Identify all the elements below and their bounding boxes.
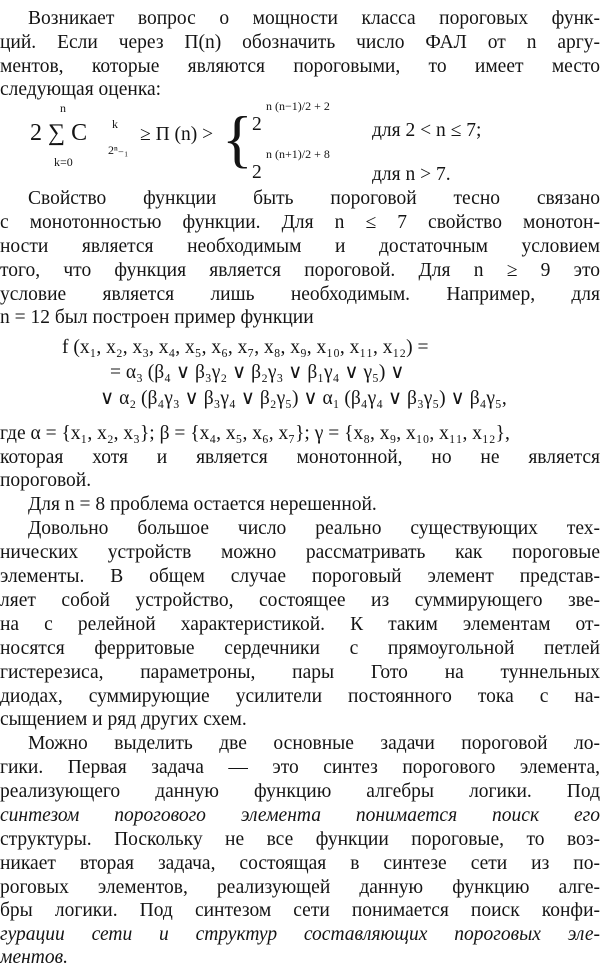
sum-lhs: 2 ∑ C <box>30 120 88 146</box>
paragraph-4: Для n = 8 проблема остается нерешенной. <box>28 494 377 515</box>
paragraph-2-line-2: с монотонностью функции. Для n ≤ 7 свойство монотон- <box>0 212 600 233</box>
formula-line-2: = α₃ (β₄ ∨ β₃γ₂ ∨ β₂γ₃ ∨ β₁γ₄ ∨ γ₅) ∨ <box>110 362 405 383</box>
binomial-superscript: k <box>112 117 118 131</box>
binomial-subscript: 2ⁿ₋₁ <box>108 143 129 157</box>
sum-lower-limit: k=0 <box>54 155 73 169</box>
paragraph-2-line-6: n = 12 был построен пример функции <box>0 307 314 328</box>
formula-line-1: f (x₁, x₂, x₃, x₄, x₅, x₆, x₇, x₈, x₉, x₁₀, x₁₁, x₁₂) = <box>62 337 429 358</box>
case-1-exponent: n (n−1)/2 + 2 <box>266 99 330 113</box>
paragraph-6-line-7: роговых элементов, реализующей данную функцию алге- <box>0 877 600 898</box>
paragraph-1-line-4: следующая оценка: <box>0 79 162 100</box>
paragraph-3-line-1: где α = {x₁, x₂, x₃}; β = {x₄, x₅, x₆, x₇}; γ = {x₈, x₉, x₁₀, x₁₁, x₁₂}, <box>0 423 510 444</box>
estimate-formula <box>0 100 600 190</box>
case-2-base: 2 <box>252 162 262 183</box>
case-2-exponent: n (n+1)/2 + 8 <box>266 147 330 161</box>
paragraph-1-line-1: Возникает вопрос о мощности класса пороговых функ- <box>28 8 600 29</box>
paragraph-6-line-5: структуры. Поскольку не все функции пороговые, то воз- <box>0 829 600 850</box>
paragraph-3-line-2: которая хотя и является монотонной, но не является <box>0 447 600 468</box>
paragraph-6-line-10: ментов. <box>0 947 68 968</box>
formula-line-3: ∨ α₂ (β₄γ₃ ∨ β₃γ₄ ∨ β₂γ₅) ∨ α₁ (β₄γ₄ ∨ β₃γ₅) ∨ β₄γ₅, <box>100 388 507 409</box>
case-2-condition: для n > 7. <box>372 164 451 185</box>
paragraph-6-line-4: синтезом порогового элемента понимается поиск его <box>0 805 600 826</box>
case-1-condition: для 2 < n ≤ 7; <box>372 120 482 141</box>
paragraph-5-line-5: на с релейной характеристикой. К таким элементам от- <box>0 614 600 635</box>
paragraph-2-line-4: того, что функция является пороговой. Для n ≥ 9 это <box>0 260 600 281</box>
paragraph-6-line-1: Можно выделить две основные задачи пороговой ло- <box>28 733 600 754</box>
paragraph-3-line-3: пороговой. <box>0 470 92 491</box>
paragraph-5-line-8: диодах, суммирующие усилители постоянного тока с на- <box>0 686 600 707</box>
paragraph-5-line-9: сыщением и ряд других схем. <box>0 709 247 730</box>
paragraph-6-line-3: реализующего данную функцию алгебры логики. Под <box>0 781 600 802</box>
brace-icon: { <box>222 103 253 174</box>
paragraph-5-line-6: носятся ферритовые сердечники с прямоугольной петлей <box>0 638 600 659</box>
paragraph-2-line-3: ности является необходимым и достаточным условием <box>0 236 600 257</box>
case-1-base: 2 <box>252 114 262 135</box>
paragraph-5-line-2: нических устройств можно рассматривать как пороговые <box>0 542 600 563</box>
paragraph-6-line-6: никает вторая задача, состоящая в синтезе сети из по- <box>0 853 600 874</box>
paragraph-2-line-1: Свойство функции быть пороговой тесно связано <box>28 188 600 209</box>
paragraph-6-line-9: гурации сети и структур составляющих пороговых эле- <box>0 924 600 945</box>
estimate-middle: ≥ Π (n) > <box>140 124 214 145</box>
sum-upper-limit: n <box>60 101 66 115</box>
paragraph-6-line-8: бры логики. Под синтезом сети понимается поиск конфи- <box>0 900 600 921</box>
paragraph-5-line-3: элементы. В общем случае пороговый элемент представ- <box>0 566 600 587</box>
paragraph-5-line-7: гистерезиса, параметроны, пары Гото на туннельных <box>0 662 600 683</box>
paragraph-6-line-2: гики. Первая задача — это синтез порогового элемента, <box>0 757 600 778</box>
paragraph-5-line-4: ляет собой устройство, состоящее из суммирующего зве- <box>0 590 600 611</box>
paragraph-1-line-3: ментов, которые являются пороговыми, то имеет место <box>0 56 600 77</box>
paragraph-1-line-2: ций. Если через Π(n) обозначить число ФАЛ от n аргу- <box>0 32 600 53</box>
paragraph-2-line-5: условие является лишь необходимым. Например, для <box>0 284 600 305</box>
paragraph-5-line-1: Довольно большое число реально существующих тех- <box>28 518 600 539</box>
